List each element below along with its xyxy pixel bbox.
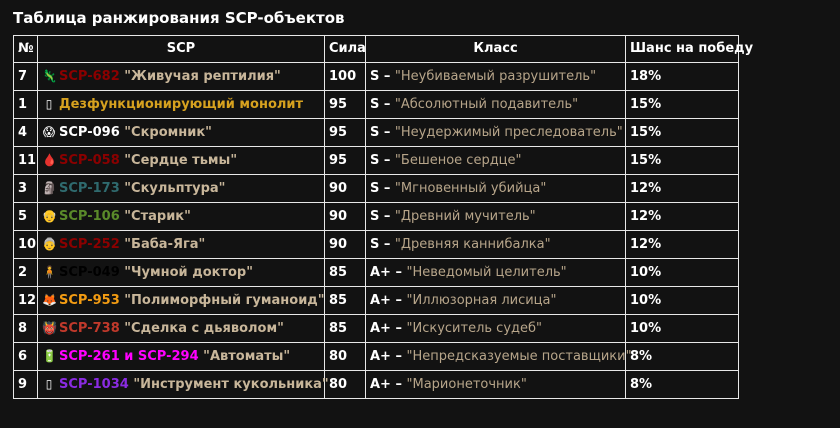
lizard-icon: 🦎 — [42, 69, 57, 83]
monolith-icon: ▯ — [45, 97, 53, 111]
table-row — [14, 91, 739, 119]
class-cell — [366, 231, 626, 259]
win-chance: 12% — [626, 203, 739, 231]
scp-nickname: "Скульптура" — [124, 181, 226, 196]
power-value: 100 — [325, 63, 366, 91]
class-cell — [366, 371, 626, 399]
win-chance: 10% — [626, 315, 739, 343]
scp-cell — [38, 371, 329, 399]
row-number: 1 — [14, 91, 38, 119]
scp-id: SCP-058 — [59, 153, 120, 168]
scp-id: SCP-953 — [59, 293, 120, 308]
scp-nickname: "Старик" — [124, 209, 191, 224]
table-row — [14, 175, 739, 203]
class-description: "Марионеточник" — [406, 376, 527, 392]
class-cell — [366, 203, 626, 231]
scp-nickname: "Баба-Яга" — [124, 237, 206, 252]
scp-id: SCP-096 — [59, 125, 120, 140]
scp-cell — [38, 175, 325, 203]
class-letter: A+ – — [370, 292, 402, 308]
scp-cell — [38, 147, 325, 175]
scp-id: SCP-049 — [59, 265, 120, 280]
row-number: 9 — [14, 371, 38, 399]
header-num: № — [14, 36, 38, 63]
table-row — [14, 259, 739, 287]
header-class: Класс — [366, 36, 626, 63]
row-number: 8 — [14, 315, 38, 343]
puppet-icon: ▯ — [45, 377, 53, 391]
statue-icon: 🗿 — [42, 181, 57, 195]
class-letter: S – — [370, 152, 391, 168]
class-letter: S – — [370, 68, 391, 84]
blood-drop-icon: 🩸 — [42, 153, 57, 167]
row-number: 4 — [14, 119, 38, 147]
row-number: 6 — [14, 343, 38, 371]
class-letter: S – — [370, 180, 391, 196]
scp-id: SCP-173 — [59, 181, 120, 196]
class-description: "Неубиваемый разрушитель" — [394, 68, 597, 84]
row-number: 10 — [14, 231, 38, 259]
class-cell — [366, 343, 632, 371]
power-value: 90 — [325, 175, 366, 203]
class-letter: A+ – — [370, 348, 402, 364]
demon-icon: 👹 — [42, 321, 57, 335]
class-cell — [366, 91, 626, 119]
table-body — [14, 63, 739, 399]
class-description: "Непредсказуемые поставщики" — [406, 348, 632, 364]
class-letter: A+ – — [370, 264, 402, 280]
class-letter: S – — [370, 236, 391, 252]
class-cell — [366, 147, 626, 175]
scp-nickname: "Инструмент кукольника" — [133, 377, 329, 392]
class-letter: A+ – — [370, 320, 402, 336]
win-chance: 15% — [626, 119, 739, 147]
power-value: 85 — [325, 287, 366, 315]
win-chance: 8% — [626, 371, 739, 399]
class-cell — [366, 259, 626, 287]
scp-id: SCP-106 — [59, 209, 120, 224]
scp-cell — [38, 343, 325, 371]
old-man-icon: 👴 — [42, 209, 57, 223]
class-description: "Древний мучитель" — [394, 208, 536, 224]
class-cell — [366, 119, 626, 147]
header-chance: Шанс на победу — [626, 36, 739, 63]
old-woman-icon: 👵 — [42, 237, 57, 251]
table-row — [14, 119, 739, 147]
class-description: "Искуситель судеб" — [406, 320, 543, 336]
table-row — [14, 287, 739, 315]
scp-id: SCP-682 — [59, 69, 120, 84]
scp-nickname: "Сделка с дьяволом" — [124, 321, 284, 336]
scream-face-icon: 😱 — [42, 125, 56, 139]
scp-cell — [38, 203, 325, 231]
class-letter: A+ – — [370, 376, 402, 392]
power-value: 95 — [325, 147, 366, 175]
scp-nickname: "Скромник" — [124, 125, 212, 140]
scp-id: SCP-1034 — [59, 377, 129, 392]
table-row — [14, 315, 739, 343]
scp-cell — [38, 287, 325, 315]
win-chance: 15% — [626, 147, 739, 175]
battery-icon: 🔋 — [42, 349, 57, 363]
power-value: 95 — [325, 91, 366, 119]
row-number: 11 — [14, 147, 38, 175]
scp-nickname: "Сердце тьмы" — [124, 153, 238, 168]
table-row — [14, 203, 739, 231]
row-number: 2 — [14, 259, 38, 287]
scp-nickname: "Полиморфный гуманоид" — [124, 293, 325, 308]
scp-nickname: "Автоматы" — [203, 349, 291, 364]
scp-id: Дезфункционирующий монолит — [59, 97, 304, 112]
row-number: 3 — [14, 175, 38, 203]
table-row — [14, 147, 739, 175]
header-scp: SCP — [38, 36, 325, 63]
scp-cell — [38, 259, 325, 287]
class-description: "Неудержимый преследователь" — [394, 124, 623, 140]
scp-nickname: "Чумной доктор" — [124, 265, 253, 280]
header-power: Сила — [325, 36, 366, 63]
class-cell — [366, 287, 626, 315]
scp-cell — [38, 119, 325, 147]
scp-id: SCP-738 — [59, 321, 120, 336]
power-value: 90 — [325, 231, 366, 259]
scp-cell — [38, 231, 325, 259]
doctor-icon: 🧍 — [42, 265, 57, 279]
table-row — [14, 63, 739, 91]
scp-id: SCP-261 и SCP-294 — [59, 349, 199, 364]
row-number: 7 — [14, 63, 38, 91]
scp-id: SCP-252 — [59, 237, 120, 252]
scp-cell — [38, 91, 325, 119]
power-value: 80 — [325, 343, 366, 371]
table-row — [14, 231, 739, 259]
class-description: "Мгновенный убийца" — [394, 180, 547, 196]
class-description: "Древняя каннибалка" — [394, 236, 551, 252]
power-value: 90 — [325, 203, 366, 231]
row-number: 12 — [14, 287, 38, 315]
class-letter: S – — [370, 124, 391, 140]
win-chance: 12% — [626, 175, 739, 203]
class-cell — [366, 315, 626, 343]
class-cell — [366, 175, 626, 203]
win-chance: 18% — [626, 63, 739, 91]
power-value: 80 — [325, 371, 366, 399]
table-row — [14, 343, 739, 371]
fox-icon: 🦊 — [42, 293, 57, 307]
class-letter: S – — [370, 208, 391, 224]
class-cell — [366, 63, 626, 91]
class-description: "Иллюзорная лисица" — [406, 292, 557, 308]
row-number: 5 — [14, 203, 38, 231]
class-description: "Неведомый целитель" — [406, 264, 567, 280]
class-description: "Бешеное сердце" — [394, 152, 522, 168]
page-title: Таблица ранжирования SCP-объектов — [13, 9, 345, 27]
win-chance: 10% — [626, 259, 739, 287]
power-value: 85 — [325, 259, 366, 287]
table-header-row — [14, 36, 739, 63]
class-description: "Абсолютный подавитель" — [394, 96, 579, 112]
scp-nickname: "Живучая рептилия" — [124, 69, 281, 84]
power-value: 95 — [325, 119, 366, 147]
class-letter: S – — [370, 96, 391, 112]
power-value: 85 — [325, 315, 366, 343]
win-chance: 15% — [626, 91, 739, 119]
table-row — [14, 371, 739, 399]
scp-cell — [38, 63, 325, 91]
win-chance: 8% — [626, 343, 739, 371]
win-chance: 10% — [626, 287, 739, 315]
win-chance: 12% — [626, 231, 739, 259]
ranking-table — [13, 35, 754, 399]
scp-cell — [38, 315, 325, 343]
